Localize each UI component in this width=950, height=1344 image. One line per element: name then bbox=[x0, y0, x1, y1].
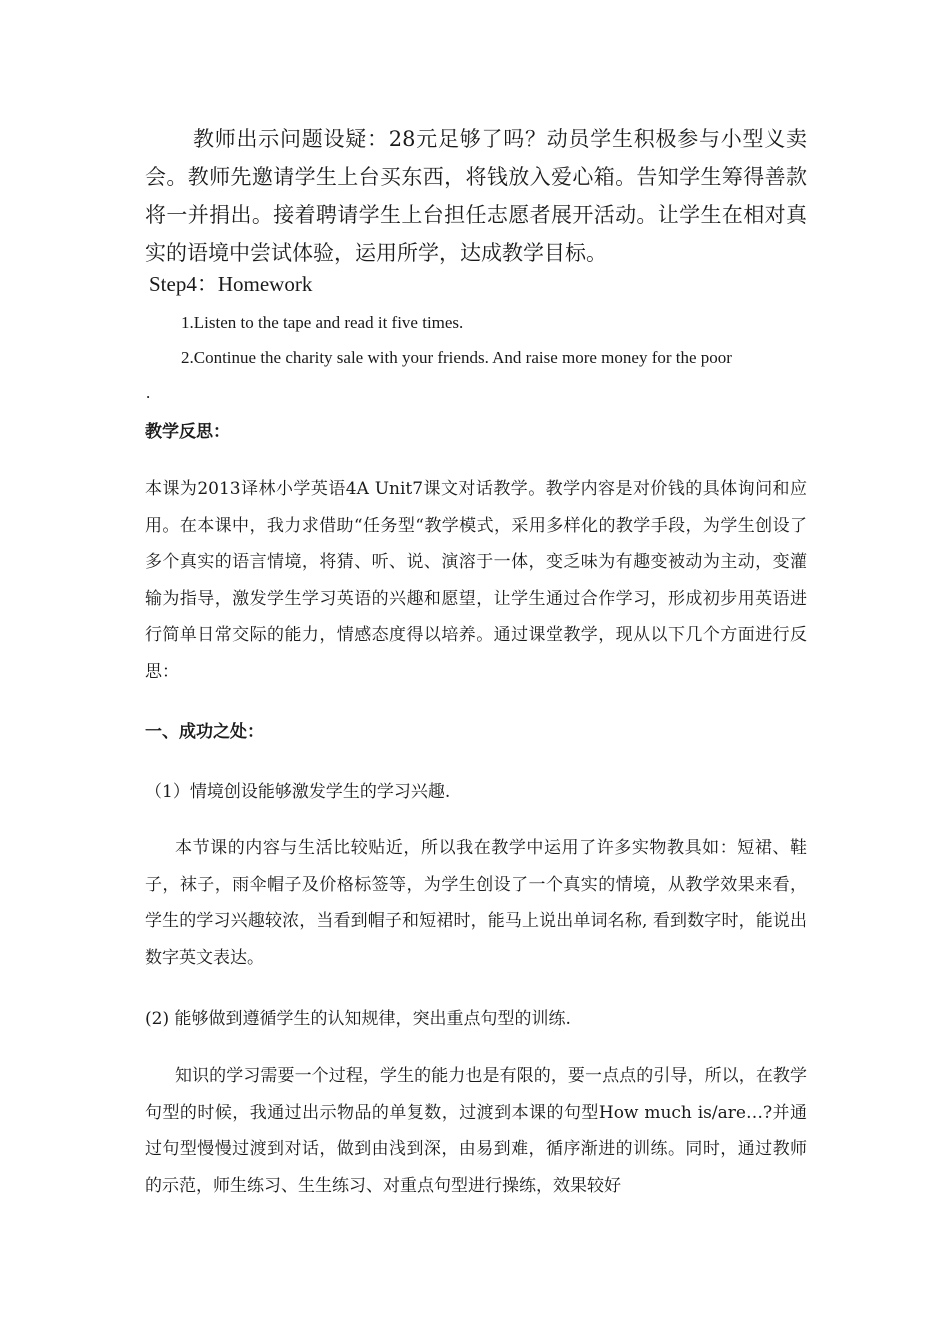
point-2-body: 知识的学习需要一个过程，学生的能力也是有限的，要一点点的引导，所以，在教学句型的时候，我通过出示物品的单复数，过渡到本课的句型How much is/are…?并通过句型慢慢过渡到对话，做到由浅到深，由易到难，循序渐进的训练。同时，通过教师的示范，师生练习、生生练习、对重点句型进行操练，效果较好 bbox=[145, 1066, 807, 1196]
reflection-body: 本课为2013译林小学英语4A Unit7课文对话教学。教学内容是对价钱的具体询问和应用。在本课中，我力求借助“任务型“教学模式，采用多样化的教学手段，为学生创设了多个真实的语言情境，将猜、听、说、演溶于一体，变乏味为有趣变被动为主动，变灌输为指导，激发学生学习英语的兴趣和愿望，让学生通过合作学习，形成初步用英语进行简单日常交际的能力，情感态度得以培养。通过课堂教学，现从以下几个方面进行反思： bbox=[145, 479, 807, 682]
intro-paragraph: 教师出示问题设疑：28元足够了吗？动员学生积极参与小型义卖会。教师先邀请学生上台买东西，将钱放入爱心箱。告知学生筹得善款将一并捐出。接着聘请学生上台担任志愿者展开活动。让学生在相对真实的语境中尝试体验，运用所学，达成教学目标。 bbox=[145, 127, 807, 265]
homework-item-2: 2.Continue the charity sale with your friends. And raise more money for the poor bbox=[181, 348, 732, 367]
reflection-heading: 教学反思： bbox=[145, 422, 230, 442]
point-2-title: (2) 能够做到遵循学生的认知规律，突出重点句型的训练. bbox=[145, 1009, 571, 1029]
success-heading: 一、成功之处： bbox=[145, 722, 264, 742]
point-1-body: 本节课的内容与生活比较贴近，所以我在教学中运用了许多实物教具如：短裙、鞋子，袜子，雨伞帽子及价格标签等，为学生创设了一个真实的情境，从教学效果来看，学生的学习兴趣较浓，当看到帽子和短裙时，能马上说出单词名称, 看到数字时，能说出数字英文表达。 bbox=[145, 838, 807, 968]
point-1-title: （1）情境创设能够激发学生的学习兴趣. bbox=[145, 782, 451, 802]
step4-heading: Step4：Homework bbox=[149, 272, 313, 296]
homework-item-2-end: . bbox=[146, 383, 151, 402]
homework-item-1: 1.Listen to the tape and read it five times. bbox=[181, 313, 464, 332]
